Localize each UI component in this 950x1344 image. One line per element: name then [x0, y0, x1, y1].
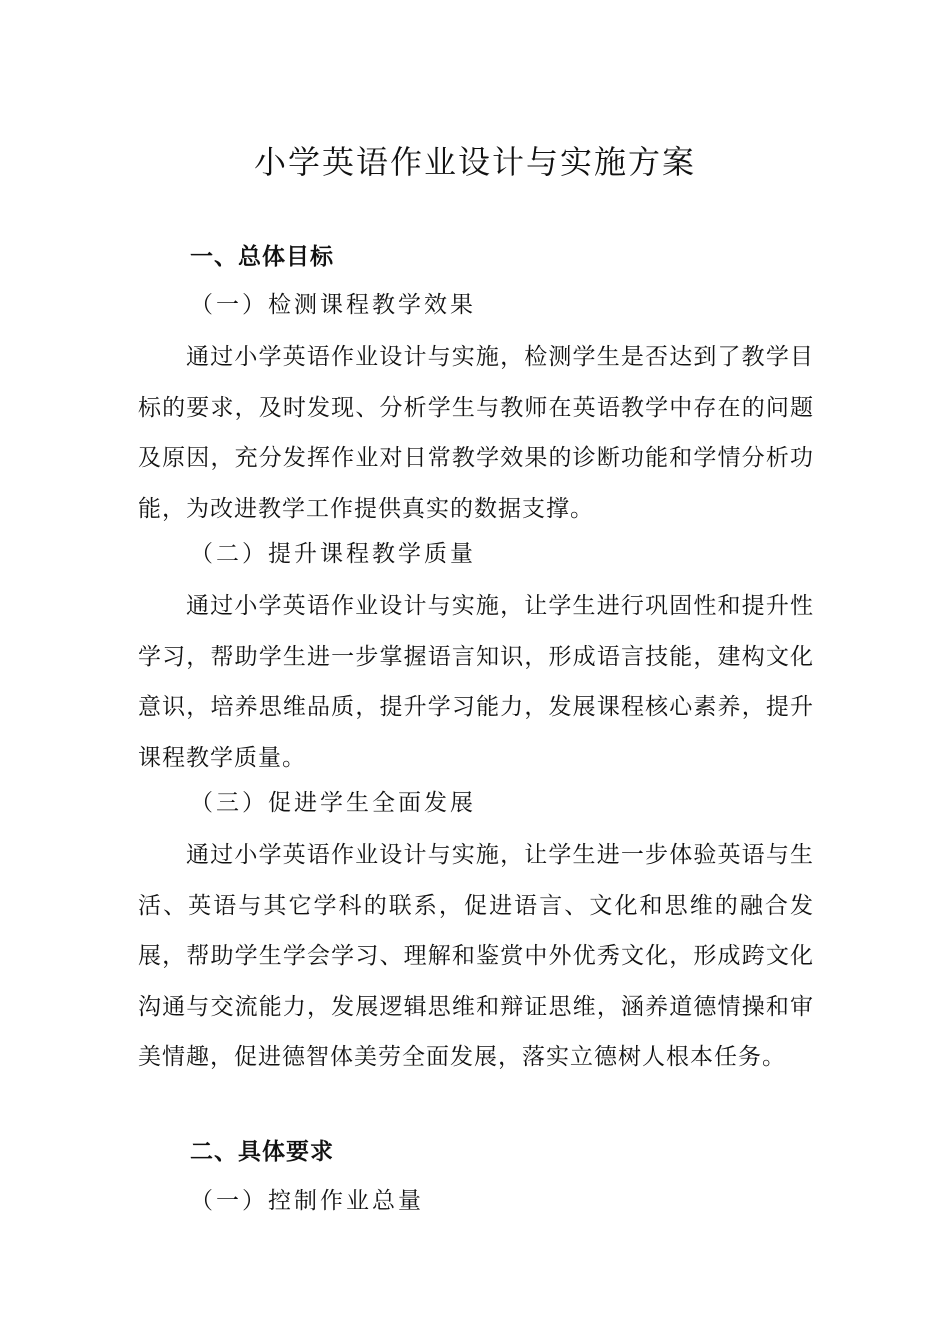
paragraph-check-teaching-effect: 通过小学英语作业设计与实施，检测学生是否达到了教学目标的要求，及时发现、分析学生与教师在英语教学中存在的问题及原因，充分发挥作业对日常教学效果的诊断功能和学情分析功能，为改进教学工作提供真实的数据支撑。: [138, 344, 814, 522]
section-heading-specific-requirements: 二、具体要求: [190, 1139, 334, 1165]
paragraph-improve-teaching-quality: 通过小学英语作业设计与实施，让学生进行巩固性和提升性学习，帮助学生进一步掌握语言知识，形成语言技能，建构文化意识，培养思维品质，提升学习能力，发展课程核心素养，提升课程教学质量。: [138, 593, 814, 771]
document-title: 小学英语作业设计与实施方案: [253, 143, 696, 181]
paragraph-student-development: 通过小学英语作业设计与实施，让学生进一步体验英语与生活、英语与其它学科的联系，促进语言、文化和思维的融合发展，帮助学生学会学习、理解和鉴赏中外优秀文化，形成跨文化沟通与交流能力，发展逻辑思维和辩证思维，涵养道德情操和审美情趣，促进德智体美劳全面发展，落实立德树人根本任务。: [138, 842, 814, 1070]
subsection-heading-check-teaching-effect: （一）检测课程教学效果: [190, 292, 476, 318]
subsection-heading-control-homework-amount: （一）控制作业总量: [190, 1188, 424, 1214]
section-heading-overall-goals: 一、总体目标: [190, 244, 334, 270]
subsection-heading-improve-teaching-quality: （二）提升课程教学质量: [190, 541, 476, 567]
subsection-heading-student-development: （三）促进学生全面发展: [190, 790, 476, 816]
